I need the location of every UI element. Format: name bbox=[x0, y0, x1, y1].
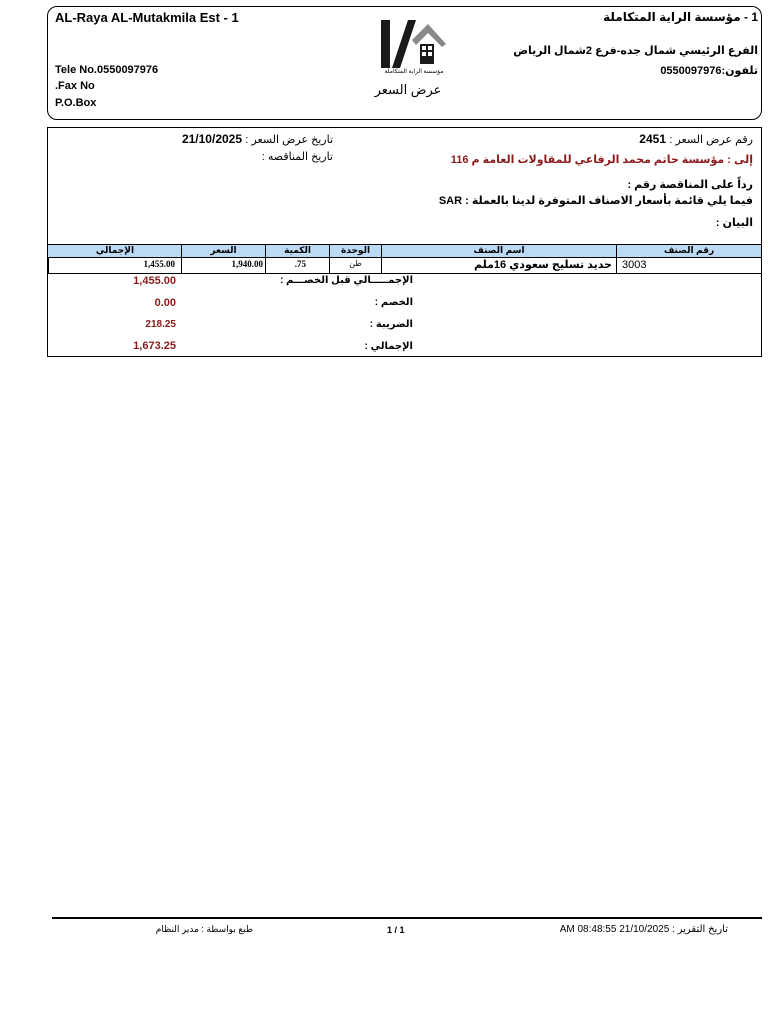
tele-en: Tele No.0550097976 bbox=[55, 64, 159, 76]
quote-date-label: تاريخ عرض السعر : bbox=[245, 134, 333, 146]
tender-date-label: تاريخ المناقصه : bbox=[261, 151, 333, 163]
header-total: الإجمالي bbox=[95, 245, 135, 255]
tender-ref-label: رداً على المناقصة رقم : bbox=[627, 179, 753, 191]
header-item-name: اسم الصنف bbox=[473, 245, 525, 255]
tax-label: الضريبة : bbox=[369, 319, 413, 330]
statement-label: البيان : bbox=[715, 217, 753, 229]
tax-value: 218.25 bbox=[145, 319, 176, 330]
quote-date: 21/10/2025 bbox=[181, 132, 243, 146]
row-total: 1,455.00 bbox=[143, 259, 175, 269]
doc-title: عرض السعر bbox=[374, 82, 442, 97]
grand-total-value: 1,673.25 bbox=[133, 340, 176, 352]
quote-date-row bbox=[182, 132, 333, 146]
logo-caption: مؤسسة الراية المتكاملة bbox=[384, 69, 444, 75]
to-customer: إلى : مؤسسة حاتم محمد الرفاعي للمقاولات العامة م 116 bbox=[450, 154, 753, 166]
company-name-en: AL-Raya AL-Mutakmila Est - 1 bbox=[55, 10, 239, 25]
row-item-no: 3003 bbox=[622, 259, 647, 271]
price-list-currency: فيما يلي قائمة بأسعار الاصناف المتوفرة لدينا بالعملة : SAR bbox=[438, 195, 753, 207]
discount-label: الخصم : bbox=[374, 297, 413, 308]
header-item-no: رقم الصنف bbox=[663, 245, 715, 255]
company-name-ar: 1 - مؤسسة الراية المتكاملة bbox=[603, 10, 758, 24]
pobox-en: P.O.Box bbox=[55, 97, 97, 109]
quote-number-label: رقم عرض السعر : bbox=[669, 134, 753, 146]
header-price: السعر bbox=[210, 245, 237, 255]
quote-number-row bbox=[639, 132, 753, 146]
quote-number: 2451 bbox=[639, 132, 666, 146]
col-divider bbox=[761, 258, 762, 274]
phone-ar: تلفون:0550097976 bbox=[660, 65, 758, 77]
printed-by: طبع بواسطة : مدير النظام bbox=[155, 924, 253, 934]
header-unit: الوحدة bbox=[340, 245, 371, 255]
row-price: 1,940.00 bbox=[231, 259, 263, 269]
grand-total-label: الإجمالي : bbox=[364, 341, 413, 352]
discount-value: 0.00 bbox=[154, 297, 176, 309]
row-item-name: حديد تسليح سعودي 16ملم bbox=[473, 259, 612, 271]
row-qty: .75 bbox=[294, 259, 306, 269]
branch-ar: الفرع الرئيسي شمال جده-فرع 2شمال الرياض bbox=[513, 45, 758, 57]
row-unit: طن bbox=[349, 259, 362, 268]
header-qty: الكمية bbox=[284, 245, 311, 255]
before-discount-label: الإجمـــــالي قبل الخصـــم : bbox=[279, 275, 413, 286]
fax-en: .Fax No bbox=[55, 80, 95, 92]
page-number: 1 / 1 bbox=[387, 925, 405, 935]
before-discount-value: 1,455.00 bbox=[133, 275, 176, 287]
report-date: تاريخ التقرير : 21/10/2025 08:48:55 AM bbox=[559, 924, 728, 935]
company-logo bbox=[378, 18, 450, 76]
footer-divider bbox=[52, 917, 762, 919]
